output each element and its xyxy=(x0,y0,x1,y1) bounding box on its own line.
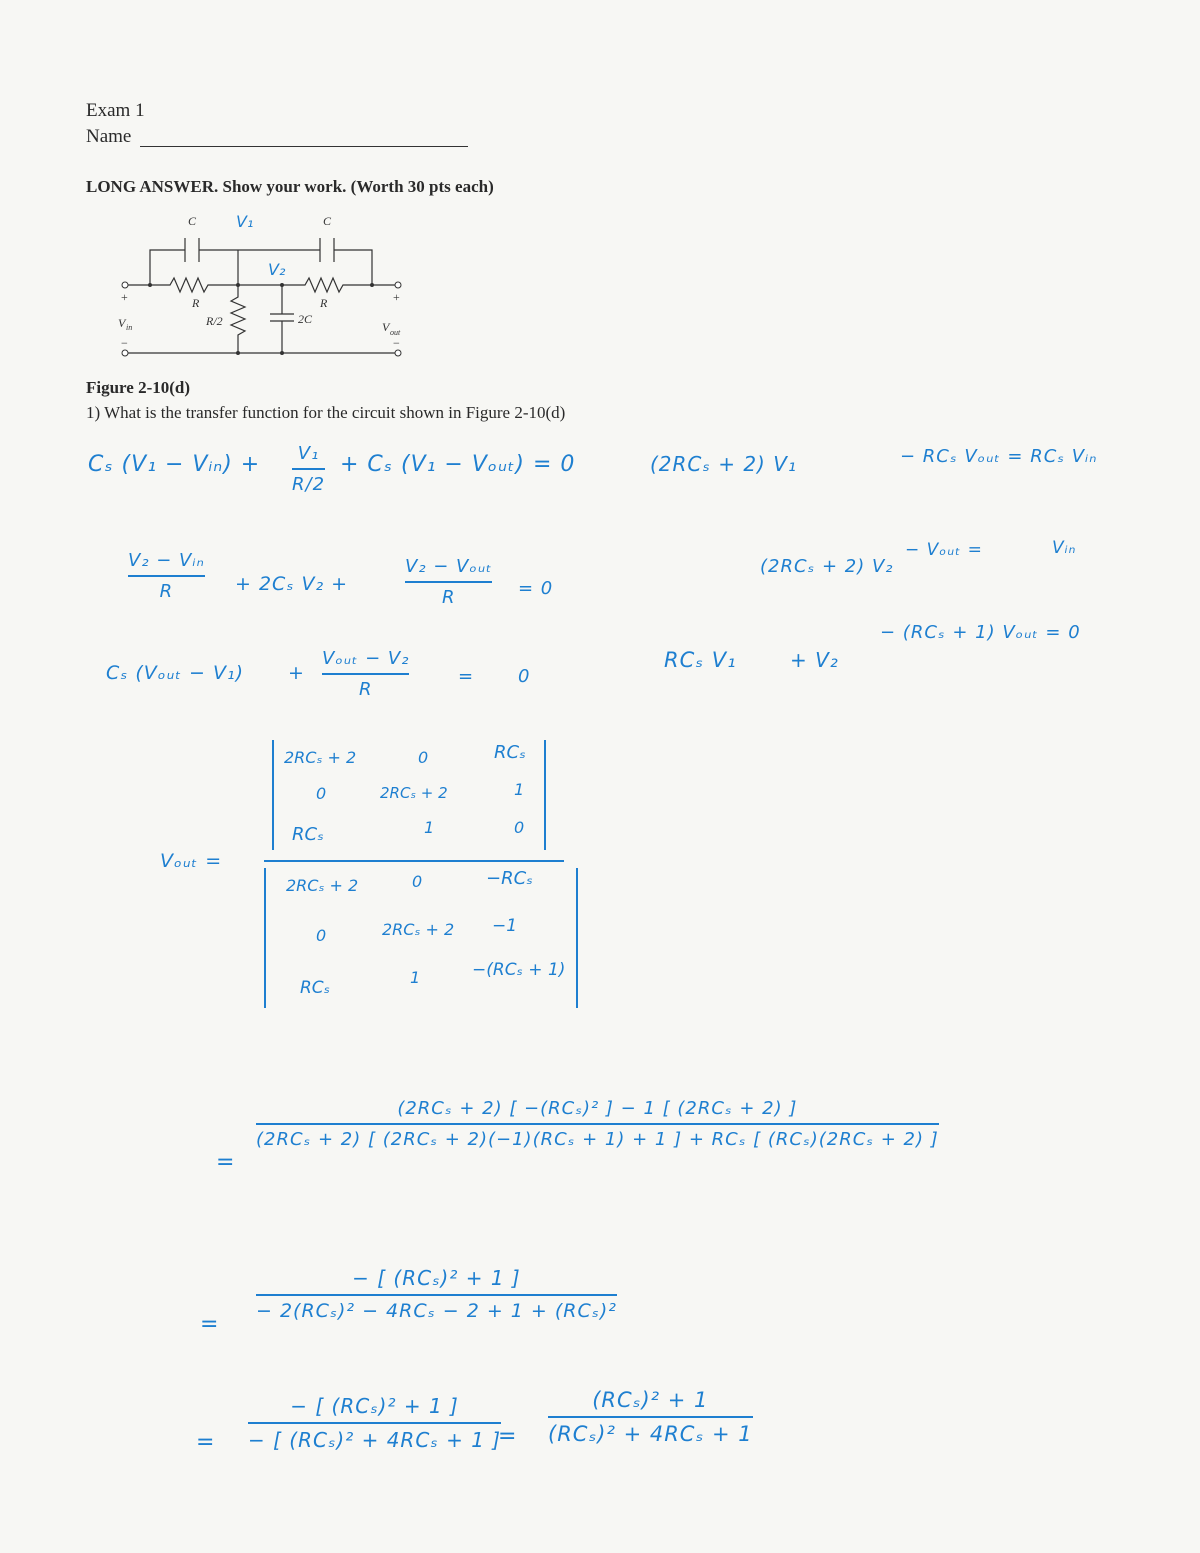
label-vout: V xyxy=(382,320,390,334)
eq1-rearranged-a: (2RCₛ + 2) V₁ xyxy=(650,452,797,476)
circuit-diagram xyxy=(110,205,410,365)
det-den-r3c2: 1 xyxy=(410,968,421,987)
question-text: 1) What is the transfer function for the circuit shown in Figure 2-10(d) xyxy=(86,403,566,422)
eq1-left: Cₛ (V₁ − Vᵢₙ) + xyxy=(88,452,261,477)
numerator-determinant xyxy=(272,740,546,850)
vout-label: Vₒᵤₜ = xyxy=(160,850,223,872)
step2-equals: = xyxy=(200,1312,220,1337)
label-c-left: C xyxy=(188,214,197,228)
label-vout-sub: out xyxy=(390,328,401,337)
det-den-r2c1: 0 xyxy=(316,926,327,945)
eq1-rearranged-b: − RCₛ Vₒᵤₜ = RCₛ Vᵢₙ xyxy=(900,446,1098,467)
eq3-rearranged-b: + V₂ xyxy=(790,648,839,672)
det-den-r1c2: 0 xyxy=(412,872,423,891)
step1-equals: = xyxy=(216,1150,236,1175)
final-num: (RCₛ)² + 1 xyxy=(592,1388,709,1412)
eq3-frac-num: Vₒᵤₜ − V₂ xyxy=(322,648,410,669)
eq1-fraction xyxy=(292,443,325,495)
label-r-right: R xyxy=(320,296,328,310)
step3-den: − [ (RCₛ)² + 4RCₛ + 1 ] xyxy=(248,1428,502,1452)
step3-equals: = xyxy=(196,1430,216,1455)
eq2-frac2-den: R xyxy=(441,587,456,608)
eq2-rearranged-c: Vᵢₙ xyxy=(1052,538,1077,558)
label-v1: V₁ xyxy=(236,212,254,231)
det-den-r1c3: −RCₛ xyxy=(486,868,533,889)
det-den-r2c2: 2RCₛ + 2 xyxy=(382,920,455,939)
eq1-frac-num: V₁ xyxy=(297,443,320,464)
det-num-r1c2: 0 xyxy=(418,748,429,767)
step2-num: − [ (RCₛ)² + 1 ] xyxy=(352,1266,521,1290)
step3-equals-2: = xyxy=(498,1424,518,1449)
eq2-middle: + 2Cₛ V₂ + xyxy=(235,573,349,595)
eq3-fraction xyxy=(322,648,409,700)
denominator-determinant xyxy=(264,868,578,1008)
section-title: LONG ANSWER. Show your work. (Worth 30 pts each) xyxy=(86,177,494,196)
step2-den: − 2(RCₛ)² − 4RCₛ − 2 + 1 + (RCₛ)² xyxy=(256,1300,617,1322)
det-num-r1c3: RCₛ xyxy=(494,742,526,763)
label-r-half: R/2 xyxy=(206,314,223,328)
eq2-rearranged-b: − Vₒᵤₜ = xyxy=(905,540,983,560)
label-vin-sub: in xyxy=(126,323,133,332)
det-den-r3c1: RCₛ xyxy=(300,978,331,998)
eq3-rearranged-c: − (RCₛ + 1) Vₒᵤₜ = 0 xyxy=(880,622,1081,643)
eq2-frac1-num: V₂ − Vᵢₙ xyxy=(128,550,205,571)
eq2-frac1-den: R xyxy=(159,581,174,602)
det-num-r2c3: 1 xyxy=(514,780,525,799)
label-vin: V xyxy=(118,316,126,330)
label-r-left: R xyxy=(192,296,200,310)
det-den-r2c3: −1 xyxy=(492,916,518,936)
det-num-r3c2: 1 xyxy=(424,818,435,837)
eq3-equals: = xyxy=(458,666,475,687)
label-v2: V₂ xyxy=(268,260,286,279)
exam-title: Exam 1 xyxy=(86,100,145,121)
det-den-r1c1: 2RCₛ + 2 xyxy=(286,876,359,895)
eq3-frac-den: R xyxy=(358,679,373,700)
eq2-end: = 0 xyxy=(518,578,554,599)
eq3-left: Cₛ (Vₒᵤₜ − V₁) xyxy=(106,662,244,684)
eq2-rearranged-a: (2RCₛ + 2) V₂ xyxy=(760,556,894,577)
det-num-r1c1: 2RCₛ + 2 xyxy=(284,748,357,767)
eq3-plus: + xyxy=(288,662,305,684)
det-num-r2c2: 2RCₛ + 2 xyxy=(380,784,448,802)
label-c-right: C xyxy=(323,214,332,228)
step1-den: (2RCₛ + 2) [ (2RCₛ + 2)(−1)(RCₛ + 1) + 1 ] + RCₛ [ (RCₛ)(2RCₛ + 2) ] xyxy=(256,1129,939,1150)
name-line xyxy=(140,146,468,147)
step3-num: − [ (RCₛ)² + 1 ] xyxy=(290,1394,459,1418)
step3-fraction xyxy=(248,1394,501,1452)
eq1-right-part: + Cₛ (V₁ − Vₒᵤₜ) = 0 xyxy=(340,452,576,477)
det-den-r3c3: −(RCₛ + 1) xyxy=(472,960,566,980)
det-num-r3c1: RCₛ xyxy=(292,824,324,845)
det-num-r3c3: 0 xyxy=(514,818,525,837)
label-plus-left: + xyxy=(121,290,128,304)
figure-caption: Figure 2-10(d) xyxy=(86,378,191,397)
cramer-fraction-bar xyxy=(264,860,564,862)
final-den: (RCₛ)² + 4RCₛ + 1 xyxy=(548,1422,753,1446)
eq3-zero: 0 xyxy=(518,666,531,687)
eq2-frac2-num: V₂ − Vₒᵤₜ xyxy=(405,556,493,577)
name-label-text: Name xyxy=(86,126,132,147)
det-num-r2c1: 0 xyxy=(316,784,327,803)
label-plus-right: + xyxy=(393,290,400,304)
eq3-rearranged-a: RCₛ V₁ xyxy=(664,648,737,672)
name-label xyxy=(86,126,131,148)
label-minus-left: − xyxy=(121,336,128,350)
step1-fraction xyxy=(256,1098,939,1150)
eq2-fraction-2 xyxy=(405,556,492,608)
label-minus-right: − xyxy=(393,336,400,350)
eq2-fraction-1 xyxy=(128,550,205,602)
label-2c: 2C xyxy=(298,312,313,326)
step2-fraction xyxy=(256,1266,617,1322)
final-answer-fraction xyxy=(548,1388,753,1446)
step1-num: (2RCₛ + 2) [ −(RCₛ)² ] − 1 [ (2RCₛ + 2) ] xyxy=(397,1098,798,1119)
eq1-frac-den: R/2 xyxy=(292,474,326,495)
